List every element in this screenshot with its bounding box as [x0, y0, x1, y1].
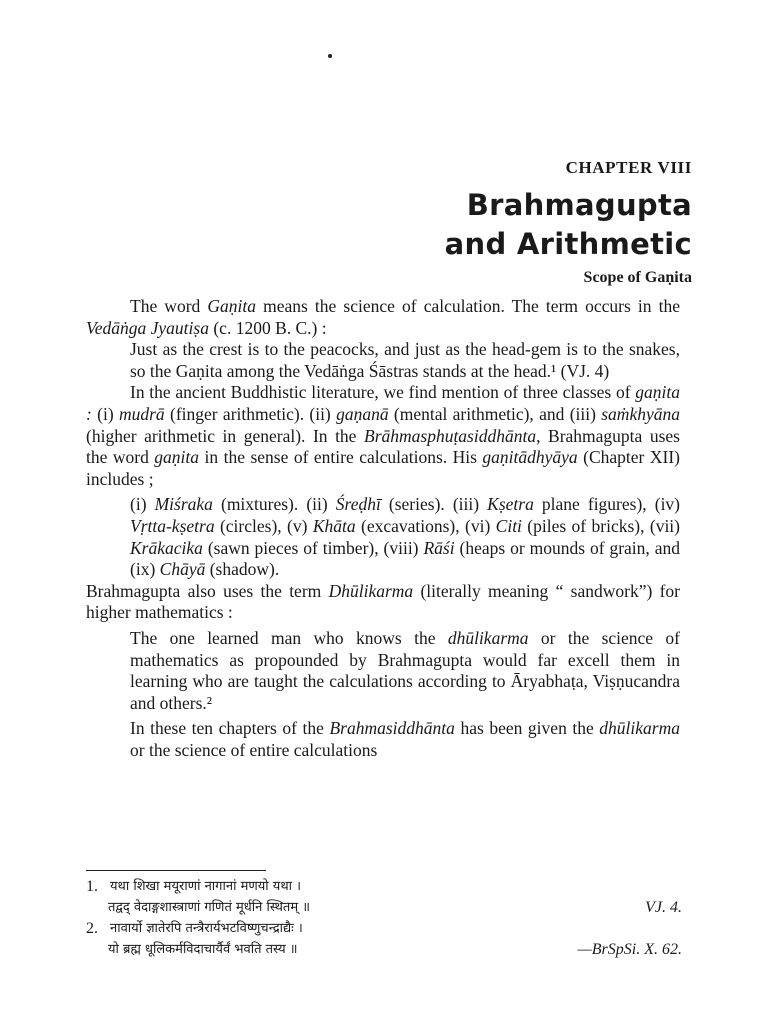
footnote-divider: [86, 870, 266, 871]
body-text: [86, 296, 680, 761]
chapter-title-line-1: Brahmagupta: [466, 188, 692, 222]
footnotes: [86, 876, 682, 960]
paragraph-1: The word Gaṇita means the science of calculation. The term occurs in the Vedāṅga Jyautiṣa (c. 1200 B. C.) :: [86, 296, 680, 338]
footnote-sanskrit-text: तद्वद् वेदाङ्गशास्त्राणां गणितं मूर्धनि स्थितम् ॥: [108, 900, 311, 915]
paragraph-3: Brahmagupta also uses the term Dhūlikarma (literally meaning “ sandwork”) for higher mathematics :: [86, 580, 680, 623]
footnote-sanskrit-text: नावार्यो ज्ञातेरपि तन्त्रैरार्यभटविष्णुचन्द्राद्यैः ।: [110, 921, 303, 936]
footnote-number: 1.: [86, 878, 98, 895]
footnote-1-line-2: [86, 897, 682, 918]
chapter-label: CHAPTER VIII: [565, 158, 692, 177]
footnote-2-line-1: [86, 918, 682, 939]
page-dot: [328, 54, 332, 58]
footnote-number: 2.: [86, 920, 98, 937]
section-heading: Scope of Gaṇita: [583, 269, 692, 286]
footnote-sanskrit-text: यो ब्रह्म धूलिकर्मविदाचार्यैर्वं भवति तस्य ॥: [108, 942, 298, 957]
footnote-reference: —BrSpSi. X. 62.: [577, 941, 682, 958]
paragraph-2: In the ancient Buddhistic literature, we find mention of three classes of gaṇita : (i) mudrā (finger arithmetic). (ii) gaṇanā (mental arithmetic), and (iii) saṁkhyāna (higher arithmetic in general). In the Brāhmasphuṭasiddhānta, Brahmagupta uses the word gaṇita in the sense of entire calculations. His gaṇitādhyāya (Chapter XII) includes ;: [86, 382, 680, 489]
footnote-sanskrit-text: यथा शिखा मयूराणां नागानां मणयो यथा ।: [110, 879, 302, 894]
quote-3: The one learned man who knows the dhūlikarma or the science of mathematics as propounded by Brahmagupta would far excell them in learning who are taught the calculations according to Āryabhaṭa, Viṣṇucandra and others.²: [130, 627, 680, 713]
chapter-title: [445, 186, 692, 264]
quote-4: In these ten chapters of the Brahmasiddhānta has been given the dhūlikarma or the science of entire calculations: [130, 718, 680, 760]
quote-1: Just as the crest is to the peacocks, and just as the head-gem is to the snakes, so the Gaṇita among the Vedāṅga Śāstras stands at the head.¹ (VJ. 4): [130, 339, 680, 381]
chapter-title-line-2: and Arithmetic: [444, 227, 692, 261]
footnote-reference: VJ. 4.: [645, 899, 682, 916]
footnote-1-line-1: [86, 876, 682, 897]
footnote-2-line-2: [86, 939, 682, 960]
quote-2: (i) Miśraka (mixtures). (ii) Śreḍhī (series). (iii) Kṣetra plane figures), (iv) Vṛtta-kṣetra (circles), (v) Khāta (excavations), (vi) Citi (piles of bricks), (vii) Krākacika (sawn pieces of timber), (viii) Rāśi (heaps or mounds of grain, and (ix) Chāyā (shadow).: [130, 494, 681, 580]
